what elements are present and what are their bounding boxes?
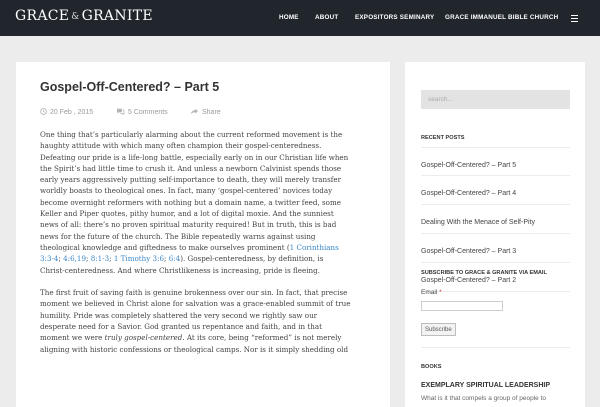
share-icon: [190, 108, 199, 115]
list-item: [421, 234, 570, 263]
nav-expositors-seminary[interactable]: EXPOSITORS SEMINARY: [355, 14, 435, 21]
paragraph-line: The first fruit of saving faith is genuine brokenness over our sin. In fact, that precise: [40, 288, 348, 298]
emphasis-text: truly gospel-centered: [104, 333, 183, 343]
paragraph-line: become overnight reformers with nothing but a domain name, a twitter feed, some: [40, 197, 341, 207]
paragraph-text: ). Gospel-centeredness, by definition, is: [180, 254, 324, 264]
recent-post-link[interactable]: Gospel-Off-Centered? – Part 4: [421, 190, 517, 197]
post-share-text: Share: [202, 109, 221, 116]
paragraph-line: Defeating our pride is a life-long battle, especially early on in our Christian life when: [40, 152, 349, 162]
scripture-link-6-4[interactable]: 6:4: [168, 254, 181, 264]
book-title[interactable]: EXEMPLARY SPIRITUAL LEADERSHIP: [421, 382, 551, 389]
paragraph-line: news for the future of the church. The Bible repeatedly warns against using: [40, 231, 316, 241]
list-item: [421, 176, 570, 205]
paragraph-text: . At its core, being “reformed” is not merely: [182, 333, 342, 343]
logo-ampersand: &: [71, 12, 80, 22]
paragraph-line: moment we believed in Christ alone for salvation was a grace-enabled summit of true: [40, 299, 351, 309]
post-body: [40, 129, 360, 366]
book-description: What is it that compels a group of people to: [421, 395, 547, 402]
paragraph-line: desperate need for a Savior. God granted us repentance and faith, and in that: [40, 322, 323, 332]
paragraph-line: Keller and Piper quotes, pithy humor, and a lot of digital moxie. And the sunniest: [40, 209, 334, 219]
post-date: [40, 108, 93, 116]
main-nav: [0, 0, 600, 36]
search-input[interactable]: [421, 90, 570, 109]
paragraph-text: theological knowledge and giftedness to make ourselves prominent (: [40, 242, 290, 252]
nav-home[interactable]: HOME: [279, 14, 299, 21]
paragraph-line: worldly boasts to theological ones. In fact, many ‘gospel-centered’ novices today: [40, 186, 333, 196]
scripture-link-4-6-19[interactable]: 4:6,19: [63, 254, 86, 264]
separator: ;: [164, 254, 169, 264]
recent-post-link[interactable]: Dealing With the Menace of Self-Pity: [421, 219, 535, 226]
paragraph-line: humility. Pride was completely shattered the very second we rightly saw our: [40, 310, 318, 320]
scripture-link-8-1-3[interactable]: 8:1-3: [90, 254, 110, 264]
paragraph-line: [40, 332, 360, 343]
required-marker: *: [439, 289, 442, 296]
top-navbar: [0, 0, 600, 36]
separator: ;: [58, 254, 64, 264]
email-label-text: Email: [421, 289, 438, 296]
menu-icon[interactable]: [571, 15, 578, 22]
recent-post-link[interactable]: Gospel-Off-Centered? – Part 3: [421, 248, 517, 255]
post-comments-text: 5 Comments: [128, 109, 168, 116]
scripture-link-1-timothy[interactable]: 1 Timothy 3:6: [113, 254, 165, 264]
subscribe-heading: SUBSCRIBE TO GRACE & GRANITE VIA EMAIL: [421, 270, 547, 276]
post-share[interactable]: [190, 108, 221, 116]
books-heading: BOOKS: [421, 364, 442, 370]
clock-icon: [40, 108, 47, 115]
comments-icon: [116, 108, 125, 115]
list-item: [421, 205, 570, 234]
nav-about[interactable]: ABOUT: [315, 14, 339, 21]
scripture-link-1-corinthians[interactable]: 1 Corinthians: [289, 242, 339, 252]
paragraph-line: the Spirit’s had little time to crush it. And unless a newborn Calvinist spends those: [40, 163, 342, 173]
post-comments[interactable]: [116, 108, 168, 116]
divider: [421, 347, 570, 348]
paragraph-line: aligning with historic confessions or theological camps. Nor is it simply shedding old: [40, 344, 349, 354]
paragraph-1: [40, 129, 360, 276]
paragraph-line: One thing that’s particularly alarming about the current reformed movement is the: [40, 130, 343, 139]
email-label: [421, 289, 442, 296]
paragraph-line: [40, 253, 360, 264]
recent-post-link[interactable]: Gospel-Off-Centered? – Part 5: [421, 162, 517, 169]
logo-word-granite: GRANITE: [81, 8, 153, 24]
paragraph-line: early years aggressively putting self-importance to death, they will merely transfer: [40, 175, 342, 185]
scripture-link-3-3-4[interactable]: 3:3-4: [40, 254, 59, 264]
paragraph-text: moment we were: [40, 333, 105, 343]
separator: ;: [86, 254, 91, 264]
subscribe-button[interactable]: Subscribe: [421, 323, 456, 336]
recent-posts-heading: RECENT POSTS: [421, 135, 465, 141]
post-date-text: 20 Feb , 2015: [50, 109, 94, 116]
recent-post-link[interactable]: Gospel-Off-Centered? – Part 2: [421, 277, 517, 284]
logo-word-grace: GRACE: [15, 8, 70, 24]
paragraph-line: Christ-centeredness. And where Christlikeness is increasing, pride is fleeing.: [40, 265, 320, 275]
post-title[interactable]: Gospel-Off-Centered? – Part 5: [40, 80, 220, 94]
email-field[interactable]: [421, 301, 503, 311]
paragraph-line: [40, 242, 360, 253]
sidebar: [405, 62, 585, 407]
paragraph-line: news of all: there’s no proven spiritual maturity required! But in truth, this is bad: [40, 220, 337, 230]
list-item: [421, 147, 570, 176]
separator: ;: [109, 254, 114, 264]
paragraph-line: haughty attitude with which many often champion their gospel-centeredness.: [40, 141, 322, 151]
list-item: [421, 263, 570, 292]
post-article: [16, 62, 390, 407]
nav-grace-immanuel-bible-church[interactable]: GRACE IMMANUEL BIBLE CHURCH: [445, 14, 559, 21]
paragraph-2: [40, 287, 360, 355]
